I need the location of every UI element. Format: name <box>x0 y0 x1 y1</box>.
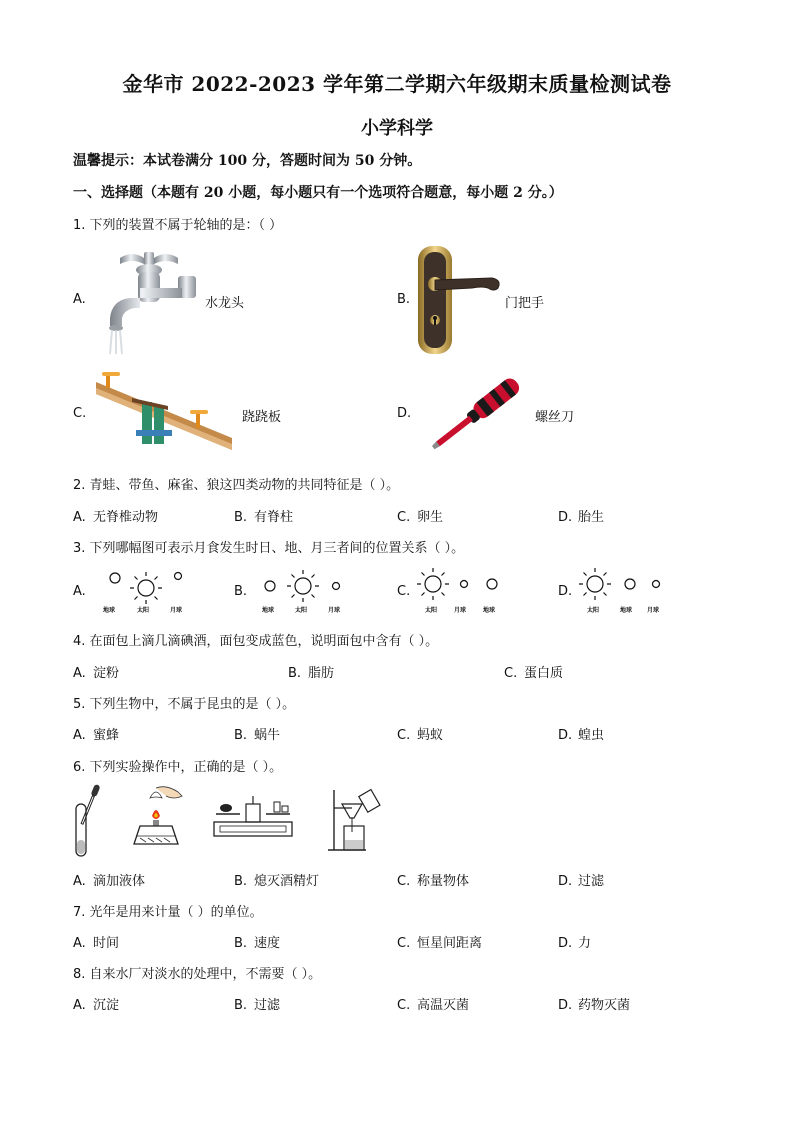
q1-option-b-label: 门把手 <box>505 296 545 311</box>
question-3: 3. 下列哪幅图可表示月食发生时日、地、月三者间的位置关系（ ）。 <box>73 541 465 556</box>
sun-icon <box>579 568 611 600</box>
seesaw-icon <box>92 370 237 460</box>
q5-option-d: D. 蝗虫 <box>558 728 605 743</box>
screwdriver-icon <box>420 372 530 458</box>
q4-option-a: A. 淀粉 <box>73 666 120 681</box>
q2-option-c: C. 卵生 <box>397 510 444 525</box>
section-heading: 一、选择题（本题有 20 小题，每小题只有一个选项符合题意，每小题 2 分。） <box>73 185 563 201</box>
moon-icon <box>333 583 340 590</box>
alcohol-lamp-icon <box>126 782 186 852</box>
question-5: 5. 下列生物中，不属于昆虫的是（ ）。 <box>73 697 296 712</box>
q3-d-label-1: 太阳 <box>587 607 600 614</box>
question-8: 8. 自来水厂对淡水的处理中，不需要（ ）。 <box>73 967 322 982</box>
q7-option-b: B. 速度 <box>234 936 281 951</box>
q3-b-label-1: 地球 <box>262 607 275 614</box>
q7-option-c: C. 恒星间距离 <box>397 936 483 951</box>
q5-option-a: A. 蜜蜂 <box>73 728 120 743</box>
page-subtitle: 小学科学 <box>361 118 433 139</box>
q3-c-label-1: 太阳 <box>425 607 438 614</box>
question-4: 4. 在面包上滴几滴碘酒，面包变成蓝色，说明面包中含有（ ）。 <box>73 634 439 649</box>
q1-option-a-letter: A. <box>73 292 86 307</box>
question-7: 7. 光年是用来计量（ ）的单位。 <box>73 905 263 920</box>
balance-scale-icon <box>210 790 296 846</box>
sun-icon <box>417 568 449 600</box>
q8-option-a: A. 沉淀 <box>73 998 120 1013</box>
earth-icon <box>265 581 275 591</box>
q1-option-d-letter: D. <box>397 406 412 421</box>
question-6: 6. 下列实验操作中，正确的是（ ）。 <box>73 760 283 775</box>
q8-option-c: C. 高温灭菌 <box>397 998 470 1013</box>
q3-a-label-3: 月球 <box>170 607 183 614</box>
earth-icon <box>110 573 120 583</box>
sun-icon <box>130 572 162 604</box>
q3-d-label-3: 月球 <box>647 607 660 614</box>
q5-option-c: C. 蚂蚁 <box>397 728 444 743</box>
earth-icon <box>625 579 635 589</box>
q6-option-b: B. 熄灭酒精灯 <box>234 874 320 889</box>
q2-option-d: D. 胎生 <box>558 510 605 525</box>
q2-option-a: A. 无脊椎动物 <box>73 510 159 525</box>
q1-option-a-label: 水龙头 <box>205 296 245 311</box>
q3-a-label-1: 地球 <box>103 607 116 614</box>
moon-icon <box>175 573 182 580</box>
moon-icon <box>461 581 468 588</box>
q3-b-label-2: 太阳 <box>295 607 308 614</box>
sun-icon <box>287 570 319 602</box>
question-2: 2. 青蛙、带鱼、麻雀、狼这四类动物的共同特征是（ ）。 <box>73 478 400 493</box>
q1-option-c-label: 跷跷板 <box>242 410 282 425</box>
page-title: 金华市 2022-2023 学年第二学期六年级期末质量检测试卷 <box>122 72 672 96</box>
q4-option-c: C. 蛋白质 <box>504 666 564 681</box>
q3-a-label-2: 太阳 <box>137 607 150 614</box>
q3-option-b-letter: B. <box>234 584 248 599</box>
q3-option-a-letter: A. <box>73 584 86 599</box>
filter-apparatus-icon <box>326 786 388 856</box>
q2-option-b: B. 有脊柱 <box>234 510 294 525</box>
q5-option-b: B. 蜗牛 <box>234 728 281 743</box>
moon-icon <box>653 581 660 588</box>
q8-option-d: D. 药物灭菌 <box>558 998 631 1013</box>
question-1: 1. 下列的装置不属于轮轴的是：（ ） <box>73 218 283 233</box>
earth-icon <box>487 579 497 589</box>
door-handle-icon <box>412 244 504 356</box>
q3-d-label-2: 地球 <box>620 607 633 614</box>
q3-c-label-3: 地球 <box>483 607 496 614</box>
q4-option-b: B. 脂肪 <box>288 666 335 681</box>
q8-option-b: B. 过滤 <box>234 998 281 1013</box>
dropper-test-tube-icon <box>70 782 106 860</box>
q6-option-c: C. 称量物体 <box>397 874 470 889</box>
q1-option-c-letter: C. <box>73 406 87 421</box>
q3-c-label-2: 月球 <box>454 607 467 614</box>
q1-option-b-letter: B. <box>397 292 411 307</box>
exam-notice: 温馨提示：本试卷满分 100 分，答题时间为 50 分钟。 <box>73 153 422 169</box>
q3-b-label-3: 月球 <box>328 607 341 614</box>
faucet-icon <box>100 248 200 356</box>
q6-option-a: A. 滴加液体 <box>73 874 146 889</box>
q1-option-d-label: 螺丝刀 <box>535 410 575 425</box>
q3-option-d-letter: D. <box>558 584 573 599</box>
q6-option-d: D. 过滤 <box>558 874 605 889</box>
q7-option-d: D. 力 <box>558 936 592 951</box>
q3-option-c-letter: C. <box>397 584 411 599</box>
q7-option-a: A. 时间 <box>73 936 120 951</box>
